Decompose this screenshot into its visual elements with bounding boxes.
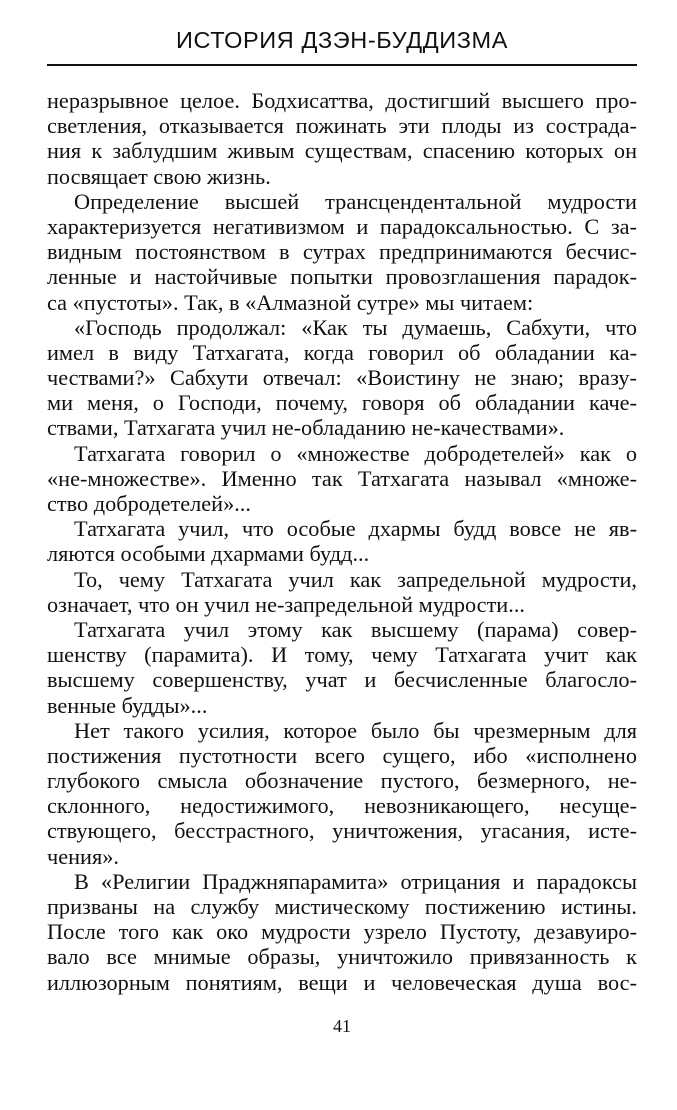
text-line: чения». xyxy=(47,843,119,869)
text-line: неразрывное целое. Бодхисаттва, достигший высшего про- xyxy=(47,88,637,113)
text-line: Татхагата учил этому как высшему (парама) совер- xyxy=(74,616,637,642)
text-line: ствами, Татхагата учил не-обладанию не-качествами». xyxy=(47,415,565,441)
text-line: В «Религии Праджняпарамита» отрицания и парадоксы xyxy=(74,868,637,894)
text-line: «Господь продолжал: «Как ты думаешь, Сабхути, что xyxy=(74,314,637,340)
text-line: видным постоянством в сутрах предпринимаются бесчис- xyxy=(47,239,637,265)
text-line: венные будды»... xyxy=(47,692,208,718)
paragraph xyxy=(47,315,637,441)
text-line: посвящает свою жизнь. xyxy=(47,163,271,189)
text-line: То, чему Татхагата учил как запредельной мудрости, xyxy=(74,566,637,592)
text-line: высшему совершенству, учат и бесчисленные благосло- xyxy=(47,667,637,693)
text-line: глубокого смысла обозначение пустого, безмерного, не- xyxy=(47,768,637,794)
text-line: ми меня, о Господи, почему, говоря об обладании каче- xyxy=(47,390,637,416)
text-line: шенству (парамита). И тому, чему Татхагата учит как xyxy=(47,642,637,668)
paragraph xyxy=(47,567,637,617)
text-line: ствующего, бесстрастного, уничтожения, угасания, исте- xyxy=(47,818,637,844)
text-line: склонного, недостижимого, невозникающего, несуще- xyxy=(47,793,637,819)
text-line: Татхагата говорил о «множестве добродетелей» как о xyxy=(74,440,637,466)
page-number: 41 xyxy=(333,1016,351,1036)
text-line: Нет такого усилия, которое было бы чрезмерным для xyxy=(74,717,637,743)
paragraph xyxy=(47,441,637,517)
text-line: ния к заблудшим живым существам, спасению которых он xyxy=(47,138,637,164)
text-line: чествами?» Сабхути отвечал: «Воистину не знаю; вразу- xyxy=(47,365,637,391)
text-line: са «пустоты». Так, в «Алмазной сутре» мы читаем: xyxy=(47,289,534,315)
body-text xyxy=(47,88,637,995)
text-line: ляются особыми дхармами будд... xyxy=(47,541,370,567)
text-line: постижения пустотности всего сущего, ибо «исполнено xyxy=(47,742,637,768)
text-line: светления, отказывается пожинать эти плоды из сострада- xyxy=(47,113,637,139)
text-line: Татхагата учил, что особые дхармы будд вовсе не яв- xyxy=(74,516,637,542)
text-line: «не-множестве». Именно так Татхагата называл «множе- xyxy=(47,465,637,491)
text-line: Определение высшей трансцендентальной мудрости xyxy=(74,188,637,214)
paragraph xyxy=(47,88,637,189)
text-line: характеризуется негативизмом и парадоксальностью. С за- xyxy=(47,213,637,239)
text-line: После того как око мудрости узрело Пустоту, дезавуиро- xyxy=(47,919,637,945)
paragraph xyxy=(47,516,637,566)
header-rule xyxy=(47,64,637,66)
text-line: призваны на службу мистическому постижению истины. xyxy=(47,894,637,919)
paragraph xyxy=(47,718,637,869)
text-line: вало все мнимые образы, уничтожило привязанность к xyxy=(47,944,637,970)
paragraph xyxy=(47,189,637,315)
running-head: ИСТОРИЯ ДЗЭН-БУДДИЗМА xyxy=(175,27,509,53)
text-line: ленные и настойчивые попытки провозглашения парадок- xyxy=(47,264,637,290)
paragraph xyxy=(47,617,637,718)
text-line: имел в виду Татхагата, когда говорил об обладании ка- xyxy=(47,339,637,365)
text-line: иллюзорным понятиям, вещи и человеческая душа вос- xyxy=(47,969,637,995)
text-line: означает, что он учил не-запредельной мудрости... xyxy=(47,591,525,617)
text-line: ство добродетелей»... xyxy=(47,491,251,516)
paragraph xyxy=(47,869,637,995)
